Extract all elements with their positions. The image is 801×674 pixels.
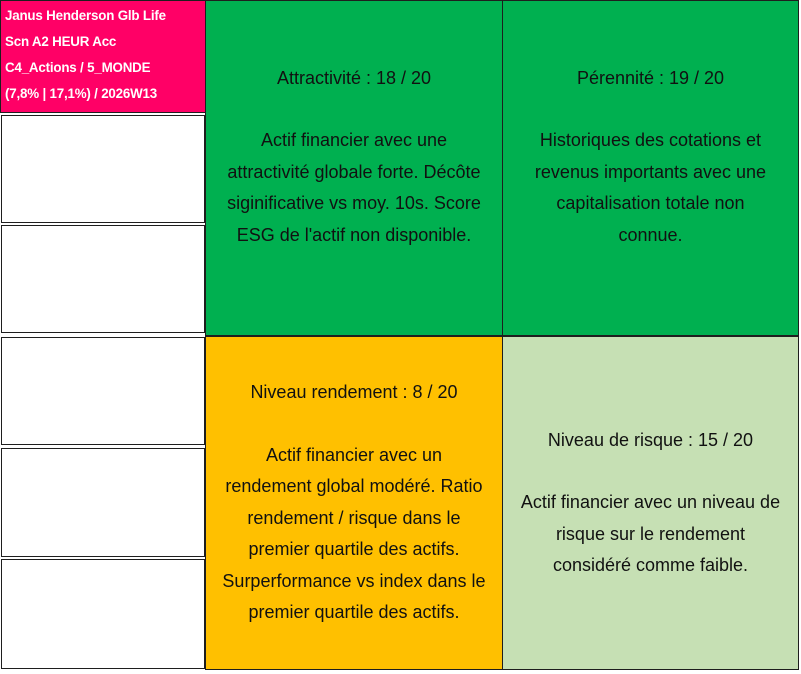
risque-description: Actif financier avec un niveau de risque sur le rendement considéré comme faible. <box>520 492 781 575</box>
fund-category-line: C4_Actions / 5_MONDE <box>5 60 151 75</box>
blank-cell-2 <box>1 225 205 333</box>
fund-stats-line: (7,8% | 17,1%) / 2026W13 <box>5 86 158 101</box>
perennite-panel <box>502 0 799 336</box>
risque-panel <box>502 336 799 670</box>
rendement-panel <box>205 336 503 670</box>
blank-cell-5 <box>1 559 205 669</box>
risque-score: Niveau de risque : 15 / 20 <box>547 429 754 450</box>
blank-cell-1 <box>1 115 205 223</box>
perennite-description: Historiques des cotations et revenus importants avec une capitalisation totale non connue. <box>534 130 767 245</box>
rendement-description: Actif financier avec un rendement global modéré. Ratio rendement / risque dans le premier quartile des actifs. Surperformance vs index dans le premier quartile des actifs. <box>222 444 486 623</box>
fund-name-line-2: Scn A2 HEUR Acc <box>5 34 117 49</box>
fund-name-line-1: Janus Henderson Glb Life <box>5 8 166 23</box>
rendement-score: Niveau rendement : 8 / 20 <box>250 382 458 403</box>
perennite-score: Pérennité : 19 / 20 <box>576 67 725 88</box>
attractivite-panel <box>205 0 503 336</box>
attractivite-description: Actif financier avec une attractivité globale forte. Décôte siginificative vs moy. 10s. Score ESG de l'actif non disponible. <box>227 130 481 245</box>
fund-title-cell <box>0 0 206 113</box>
attractivite-score: Attractivité : 18 / 20 <box>276 67 432 88</box>
blank-cell-4 <box>1 448 205 557</box>
blank-cell-3 <box>1 337 205 445</box>
